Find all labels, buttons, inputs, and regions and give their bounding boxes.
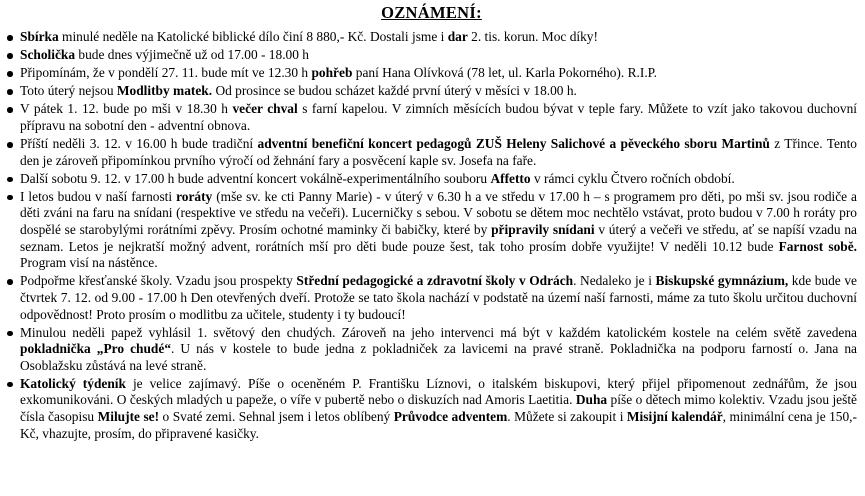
notice-text: píše o dětech mimo kolektiv. Vzadu jsou ještě čísla časopisu [20, 392, 857, 425]
notice-emphasis: Duha [575, 392, 608, 408]
notice-text: Program visí na nástěnce. [20, 255, 158, 271]
notice-emphasis: Průvodce adventem [393, 409, 508, 425]
notice-text: Minulou neděli papež vyhlásil 1. světový den chudých. Zároveň na jeho intervenci má být v každém katolickém kostele na celém světě zavedena [20, 324, 857, 340]
notice-item [6, 83, 857, 100]
notice-item [6, 376, 857, 442]
notice-text: . U nás v kostele to bude jedna z pokladniček za lavicemi na pravé straně. Pokladnička na podporu farností o. Jana na Osoblažsku zůstává na levé straně. [20, 341, 857, 373]
notice-emphasis: Milujte se! [97, 409, 160, 425]
notice-emphasis: Modlitby matek. [116, 83, 213, 99]
notice-emphasis: Farnost sobě. [778, 238, 857, 254]
notice-text: s farní kapelou. V zimních měsících budou bývat v teple fary. Můžete to vzít jako takovou duchovní přípravu na sobotní den - adventní obnova. [20, 101, 857, 133]
notice-text: V pátek 1. 12. bude po mši v 18.30 h [20, 101, 233, 117]
notice-emphasis: adventní benefiční koncert pedagogů ZUŠ Heleny Salichové a pěveckého sboru Martinů [257, 136, 770, 152]
notice-emphasis: Affetto [490, 170, 531, 186]
notice-list [6, 29, 857, 442]
notice-text: Od prosince se budou scházet každé první úterý v měsíci v 18.00 h. [212, 83, 577, 99]
notice-emphasis: pohřeb [311, 65, 353, 81]
notice-text: o Svaté zemi. Sehnal jsem i letos oblíbený [159, 409, 394, 425]
notice-text: I letos budou v naší farnosti [20, 188, 177, 204]
notice-emphasis: Sbírka [20, 29, 59, 44]
notice-text: . Nedaleko je i [573, 273, 656, 289]
notice-item [6, 29, 857, 46]
notice-item [6, 136, 857, 169]
notice-text: paní Hana Olívková (78 let, ul. Karla Pokorného). R.I.P. [352, 65, 657, 81]
notice-item [6, 189, 857, 272]
page-title: OZNÁMENÍ: [381, 3, 482, 22]
notice-text: Podpořme křesťanské školy. Vzadu jsou prospekty [20, 273, 297, 289]
notice-emphasis: Scholička [20, 47, 76, 63]
notice-item [6, 47, 857, 64]
notice-text: z Třince. Tento den je zároveň připomínkou prvního výročí od žehnání fary a posvěcení kaple sv. Josefa na faře. [20, 136, 857, 168]
notice-emphasis: pokladnička „Pro chudé“ [20, 341, 172, 357]
notice-text: Příští neděli 3. 12. v 16.00 h bude tradiční [20, 136, 258, 152]
notice-emphasis: večer chval [232, 101, 298, 117]
notice-text: kde bude ve čtvrtek 7. 12. od 9.00 - 17.00 h Den otevřených dveří. Protože se tato škola nachází v podstatě na území naší farnosti, máme za tuto školu určitou duchovní odpovědnost! Proto prosím o modlitbu za učitele, studenty i ty budoucí! [20, 273, 857, 322]
notice-item [6, 65, 857, 82]
notice-text: Připomínám, že v pondělí 27. 11. bude mít ve 12.30 h [20, 65, 312, 81]
notice-text: bude dnes výjimečně už od 17.00 - 18.00 h [75, 47, 309, 63]
notice-text: Další sobotu 9. 12. v 17.00 h bude adventní koncert vokálně-experimentálního souboru [20, 170, 491, 186]
notice-text: Toto úterý nejsou [20, 83, 117, 99]
notice-emphasis: Biskupské gymnázium, [655, 273, 789, 289]
notice-text: je velice zajímavý. Píše o oceněném P. Františku Líznovi, o italském biskupovi, který přijel připomenout zednářům, že jsou exkomunikováni. O českých mladých u papeže, o víře v pubertě nebo o diskuzích nad Amoris Laetitia. [20, 375, 857, 408]
notice-item [6, 325, 857, 375]
notice-emphasis: Katolický týdeník [20, 375, 126, 391]
notice-item [6, 171, 857, 188]
notice-text: , minimální cena je 150,- Kč, vhazujte, prosím, do připravené kasičky. [20, 409, 857, 441]
notice-emphasis: dar [447, 29, 468, 44]
notice-emphasis: roráty [176, 188, 213, 204]
notice-text: (mše sv. ke cti Panny Marie) - v úterý v 6.30 h a ve středu v 17.00 h – s programem pro děti, po mši sv. jsou rodiče a děti zváni na faru na snídani (respektive ve středu na večeři). Lucerničky s sebou. V sobotu se dětem moc nechtělo vstávat, proto budou v 7.00 h roráty pro dospělé se starobylými rorátními zpěvy. Prosím ochotné maminky či babičky, které by [20, 188, 858, 238]
notice-emphasis: Misijní kalendář [626, 409, 723, 425]
notice-text: . Můžete si zakoupit i [507, 409, 627, 425]
notice-text: 2. tis. korun. Moc díky! [467, 29, 598, 44]
notice-emphasis: připravily snídani [491, 222, 595, 238]
notice-emphasis: Střední pedagogické a zdravotní školy v Odrách [296, 273, 574, 289]
notice-item [6, 273, 857, 323]
notice-item [6, 101, 857, 134]
notice-text: v úterý a večeři ve středu, ať se napíší vzadu na seznam. Letos je nejkratší možný advent, rorátních mší pro děti bude pouze šest, tak toho prosím dobře využijte! V neděli 10.12 bude [20, 222, 857, 254]
notice-text: minulé neděle na Katolické biblické dílo činí 8 880,- Kč. Dostali jsme i [58, 29, 448, 44]
notice-text: v rámci cyklu Čtvero ročních období. [530, 170, 735, 186]
